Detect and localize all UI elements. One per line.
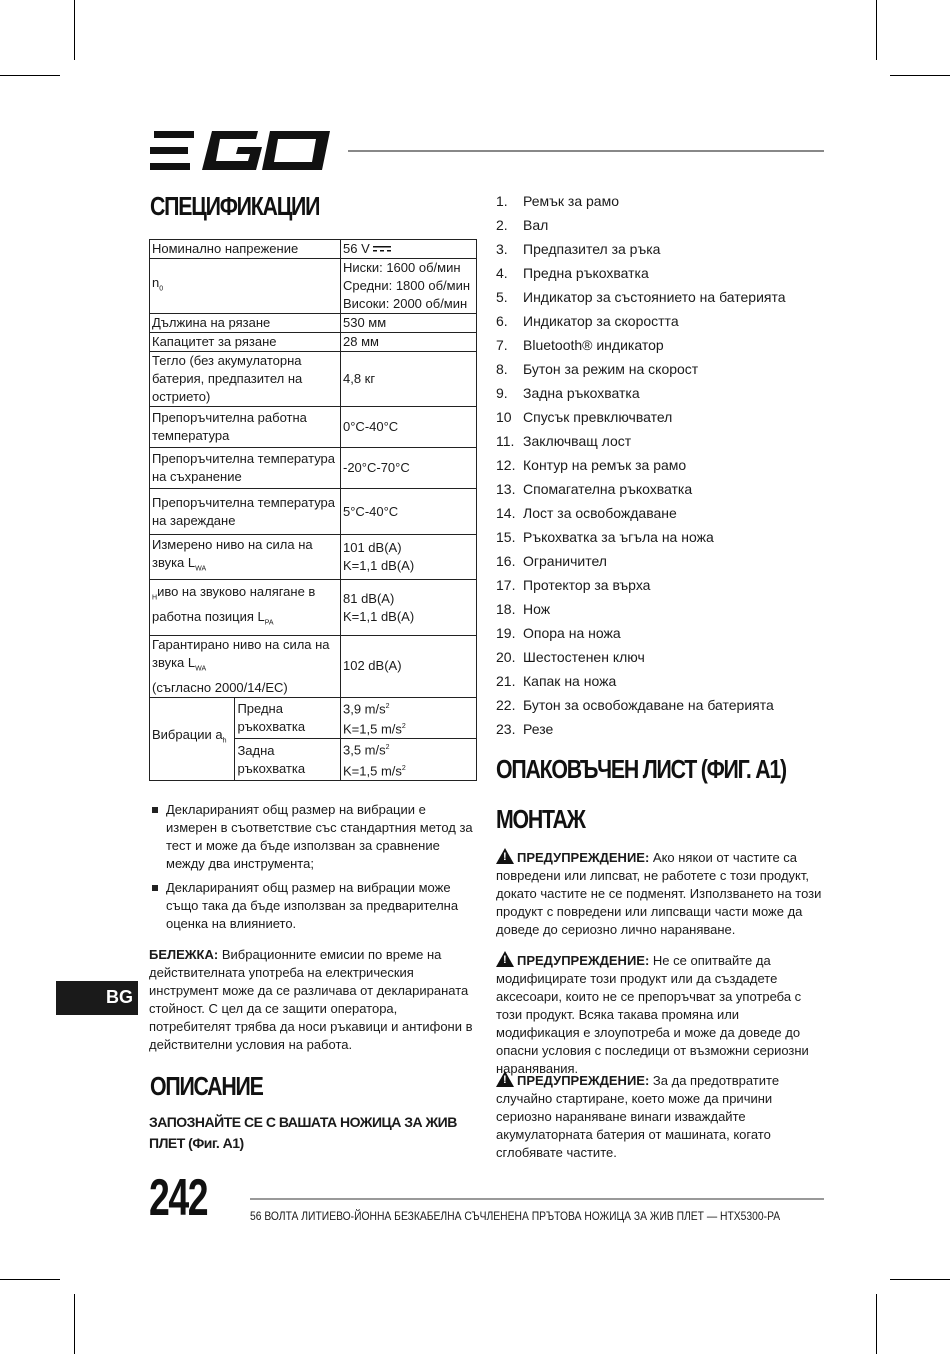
spec-value: 56 V <box>341 240 477 259</box>
packing-list-title: ОПАКОВЪЧЕН ЛИСТ (ФИГ. A1) <box>496 754 786 784</box>
spec-label: Вибрации $a_h$ <box>150 697 235 780</box>
spec-title: СПЕЦИФИКАЦИИ <box>150 191 320 221</box>
spec-value: 28 мм <box>341 333 477 352</box>
crop-mark <box>74 1294 75 1354</box>
crop-mark <box>890 1279 950 1280</box>
spec-label: Тегло (без акумулаторна батерия, предпазител на острието) <box>150 352 341 407</box>
list-item: 22. Бутон за освобождаване на батерията <box>496 697 774 713</box>
list-item: 9. Задна ръкохватка <box>496 385 640 401</box>
table-row <box>150 314 477 333</box>
table-row <box>150 448 477 489</box>
list-item: 17. Протектор за върха <box>496 577 651 593</box>
list-item: 12. Контур на ремък за рамо <box>496 457 687 473</box>
list-item: 7. Bluetooth® индикатор <box>496 337 664 353</box>
spec-value: 81 dB(A) K=1,1 dB(A) <box>341 580 477 636</box>
spec-value: 4,8 кг <box>341 352 477 407</box>
vibration-notes <box>151 801 477 939</box>
header-rule <box>348 150 824 152</box>
list-item: 1. Ремък за рамо <box>496 193 619 209</box>
note-paragraph: БЕЛЕЖКА: Вибрационните емисии по време на действителната употреба на електрическия инструмент може да се различава от декларираната стойност. С цел да се защити оператора, потребителят трябва да носи ръкавици и антифони в действителни условия на работа. <box>149 947 473 1052</box>
crop-mark <box>876 0 877 60</box>
list-item: 6. Индикатор за скоростта <box>496 313 679 329</box>
ego-logo <box>150 128 332 174</box>
spec-label: Препоръчителна температура на зареждане <box>150 489 341 535</box>
table-row <box>150 489 477 535</box>
bullet-square-icon <box>152 807 158 813</box>
list-item: 8. Бутон за режим на скорост <box>496 361 699 377</box>
warning-icon <box>496 951 514 967</box>
list-item: 18. Нож <box>496 601 551 617</box>
spec-value: Ниски: 1600 об/мин Средни: 1800 об/мин Високи: 2000 об/мин <box>341 259 477 314</box>
list-item: 15. Ръкохватка за ъгъла на ножа <box>496 529 714 545</box>
list-item: Декларираният общ размер на вибрации е измерен в съответствие със стандартния метод за тест и може да бъде използван за сравнение между два инструмента; <box>151 801 477 873</box>
list-item: Декларираният общ размер на вибрации може също така да бъде използван за предварителна оценка на влиянието. <box>151 879 477 933</box>
table-row <box>150 407 477 448</box>
spec-label: Препоръчителна температура на съхранение <box>150 448 341 489</box>
spec-label: Препоръчителна работна температура <box>150 407 341 448</box>
warning-icon <box>496 1071 514 1087</box>
spec-label: Измерено ниво на сила на звука $L_{WA}$ <box>150 535 341 580</box>
spec-table <box>149 239 477 781</box>
table-row <box>150 240 477 259</box>
spec-label: Гарантирано ниво на сила на звука $L_{WA}$ (съгласно 2000/14/EC) <box>150 636 341 698</box>
list-item: 2. Вал <box>496 217 549 233</box>
list-item: 3. Предпазител за ръка <box>496 241 661 257</box>
spec-value: 102 dB(A) <box>341 636 477 698</box>
crop-mark <box>0 1279 60 1280</box>
crop-mark <box>876 1294 877 1354</box>
spec-label: $n_0$ <box>150 259 341 314</box>
spec-label: $_H$иво на звуково налягане в работна позиция $L_{PA}$ <box>150 580 341 636</box>
table-row <box>150 352 477 407</box>
description-subtitle: ЗАПОЗНАЙТЕ СЕ С ВАШАТА НОЖИЦА ЗА ЖИВ ПЛЕТ (Фиг. A1) <box>149 1114 457 1151</box>
list-item: 4. Предна ръкохватка <box>496 265 649 281</box>
language-tab: BG <box>56 981 138 1015</box>
list-item: 16. Ограничител <box>496 553 607 569</box>
list-item: 20. Шестостенен ключ <box>496 649 645 665</box>
crop-mark <box>74 0 75 60</box>
footer-text: 56 ВОЛТА ЛИТИЕВО-ЙОННА БЕЗКАБЕЛНА СЪЧЛЕНЕНА ПРЪТОВА НОЖИЦА ЗА ЖИВ ПЛЕТ — HTX5300-PA <box>250 1209 781 1223</box>
spec-value: -20°C-70°C <box>341 448 477 489</box>
spec-value: 0°C-40°C <box>341 407 477 448</box>
assembly-title: МОНТАЖ <box>496 804 585 834</box>
warning-block: !ПРЕДУПРЕЖДЕНИЕ: За да предотвратите случайно стартиране, което може да причини сериозно нараняване винаги изваждайте акумулаторната батерия от машината, когато сглобявате частите. <box>496 1071 822 1162</box>
table-row <box>150 697 477 739</box>
crop-mark <box>890 75 950 76</box>
crop-mark <box>0 75 60 76</box>
list-item: 14. Лост за освобождаване <box>496 505 677 521</box>
spec-value: 5°C-40°C <box>341 489 477 535</box>
page-number: 242 <box>149 1169 208 1227</box>
spec-value: 3,5 $m/s^2$ K=1,5 $m/s^2$ <box>341 739 477 781</box>
spec-value: 101 dB(A) K=1,1 dB(A) <box>341 535 477 580</box>
list-item: 23. Резе <box>496 721 554 737</box>
table-row <box>150 259 477 314</box>
table-row <box>150 535 477 580</box>
spec-label: Дължина на рязане <box>150 314 341 333</box>
spec-value: 3,9 $m/s^2$ K=1,5 $m/s^2$ <box>341 697 477 739</box>
dc-symbol-icon <box>373 245 391 253</box>
table-row <box>150 636 477 698</box>
footer-rule <box>250 1198 824 1200</box>
list-item: 21. Капак на ножа <box>496 673 617 689</box>
warning-block: !ПРЕДУПРЕЖДЕНИЕ: Ако някои от частите са повредени или липсват, не работете с този продукт, докато частите не се подменят. Използването на този продукт с повредени или липсващи части може да доведе до сериозно лично нараняване. <box>496 848 822 939</box>
spec-sublabel: Предна ръкохватка <box>235 697 341 739</box>
warning-icon <box>496 848 514 864</box>
table-row <box>150 580 477 636</box>
list-item: 19. Опора на ножа <box>496 625 621 641</box>
list-item: 11. Заключващ лост <box>496 433 632 449</box>
list-item: 13. Спомагателна ръкохватка <box>496 481 693 497</box>
warning-block: !ПРЕДУПРЕЖДЕНИЕ: Не се опитвайте да модифицирате този продукт или да създадете аксесоари, които не се препоръчват за употреба с този продукт. Всяка такава промяна или модификация е злоупотреба и може да доведе до опасни условия с последици от възможни сериозни наранявания. <box>496 951 822 1078</box>
bullet-square-icon <box>152 885 158 891</box>
spec-label: Капацитет за рязане <box>150 333 341 352</box>
parts-list <box>496 189 786 741</box>
spec-label: Номинално напрежение <box>150 240 341 259</box>
spec-sublabel: Задна ръкохватка <box>235 739 341 781</box>
table-row <box>150 333 477 352</box>
description-title: ОПИСАНИЕ <box>150 1071 263 1101</box>
list-item: 10 Спусък превключвател <box>496 409 673 425</box>
list-item: 5. Индикатор за състоянието на батерията <box>496 289 786 305</box>
spec-value: 530 мм <box>341 314 477 333</box>
